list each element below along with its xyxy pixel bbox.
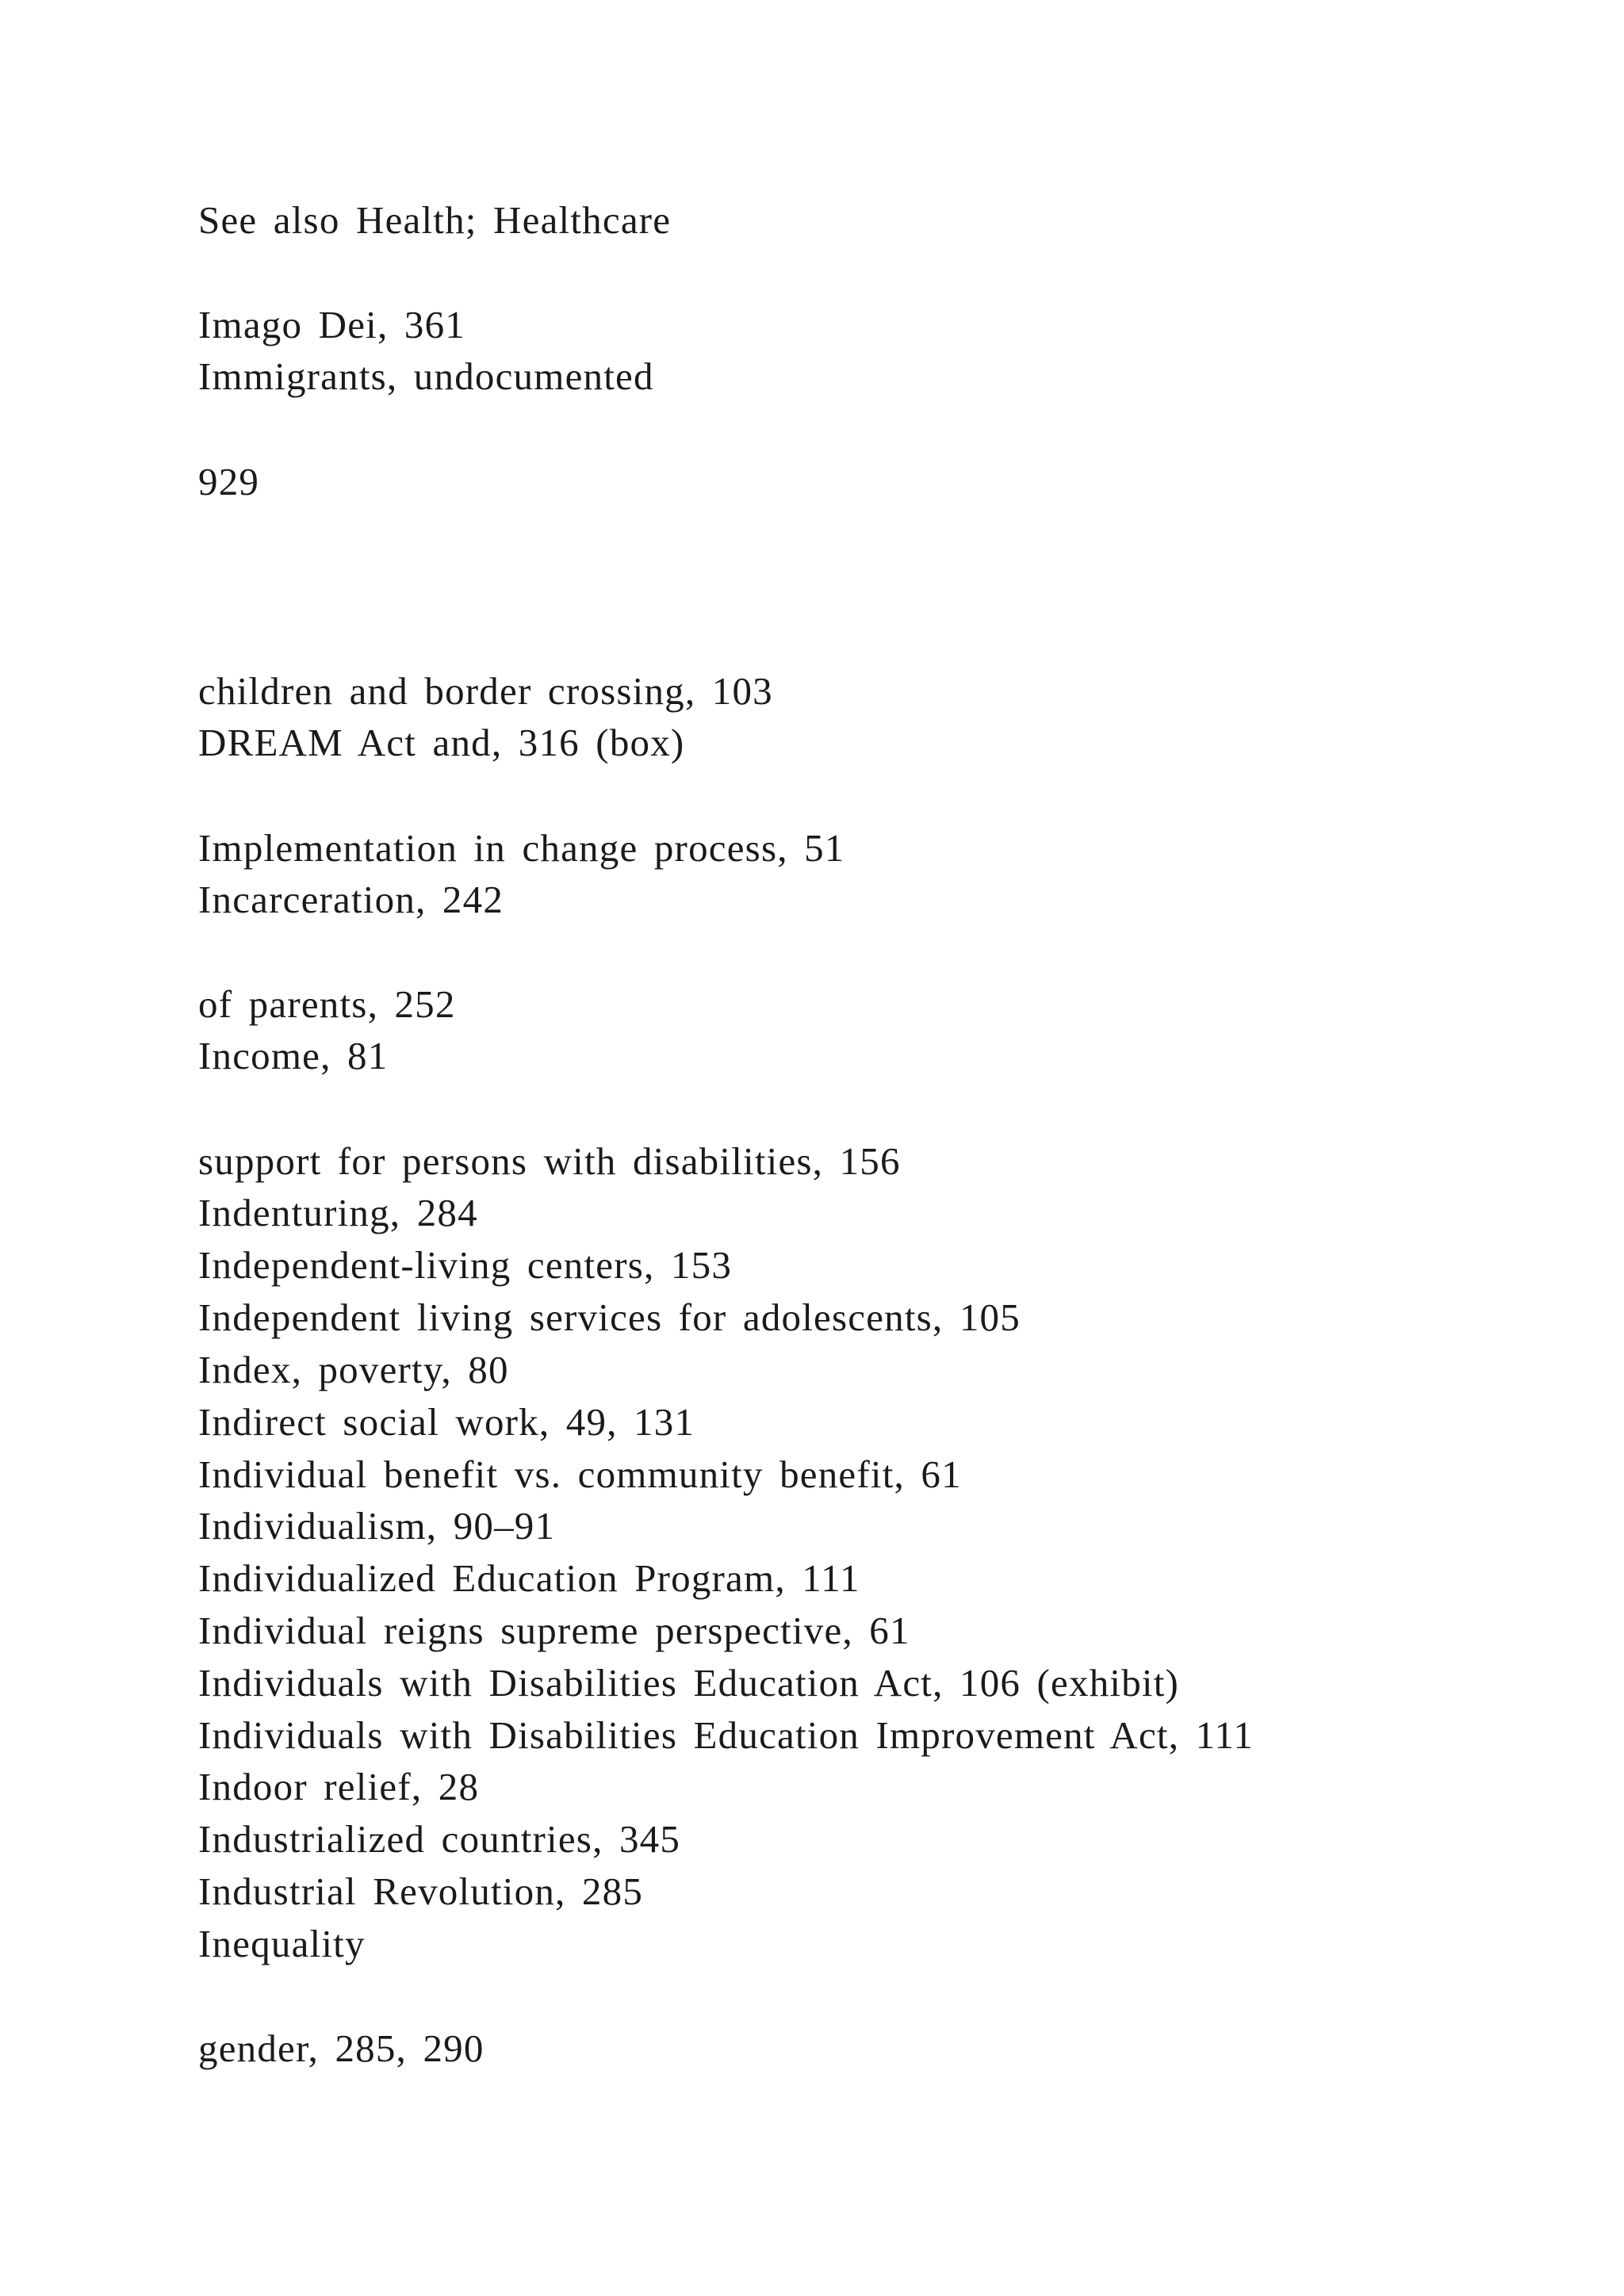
- index-line: Implementation in change process, 51: [198, 826, 845, 870]
- index-line: Inequality: [198, 1922, 366, 1965]
- index-line: support for persons with disabilities, 156: [198, 1139, 901, 1183]
- page-number: 929: [198, 460, 260, 503]
- index-line: Individualized Education Program, 111: [198, 1556, 860, 1600]
- index-line: Income, 81: [198, 1034, 389, 1077]
- index-line: Indenturing, 284: [198, 1191, 478, 1234]
- index-line: Individuals with Disabilities Education Improvement Act, 111: [198, 1713, 1254, 1757]
- index-line: of parents, 252: [198, 982, 456, 1026]
- index-line: Immigrants, undocumented: [198, 354, 654, 398]
- index-line: Incarceration, 242: [198, 878, 504, 921]
- index-line: DREAM Act and, 316 (box): [198, 721, 685, 764]
- index-line: Individual benefit vs. community benefit, 61: [198, 1452, 962, 1496]
- index-line: Industrialized countries, 345: [198, 1817, 681, 1861]
- index-line: Individuals with Disabilities Education Act, 106 (exhibit): [198, 1661, 1180, 1705]
- index-line: Individual reigns supreme perspective, 61: [198, 1609, 910, 1652]
- index-line: Index, poverty, 80: [198, 1348, 509, 1391]
- index-line: Independent-living centers, 153: [198, 1243, 733, 1287]
- index-line: See also Health; Healthcare: [198, 198, 672, 242]
- index-line: Independent living services for adolescents, 105: [198, 1295, 1021, 1339]
- index-line: children and border crossing, 103: [198, 669, 773, 713]
- index-line: Indirect social work, 49, 131: [198, 1400, 695, 1444]
- index-line: Individualism, 90–91: [198, 1504, 556, 1548]
- index-line: Industrial Revolution, 285: [198, 1869, 644, 1913]
- index-line: Indoor relief, 28: [198, 1765, 480, 1808]
- index-line: Imago Dei, 361: [198, 303, 465, 346]
- index-line: gender, 285, 290: [198, 2026, 485, 2070]
